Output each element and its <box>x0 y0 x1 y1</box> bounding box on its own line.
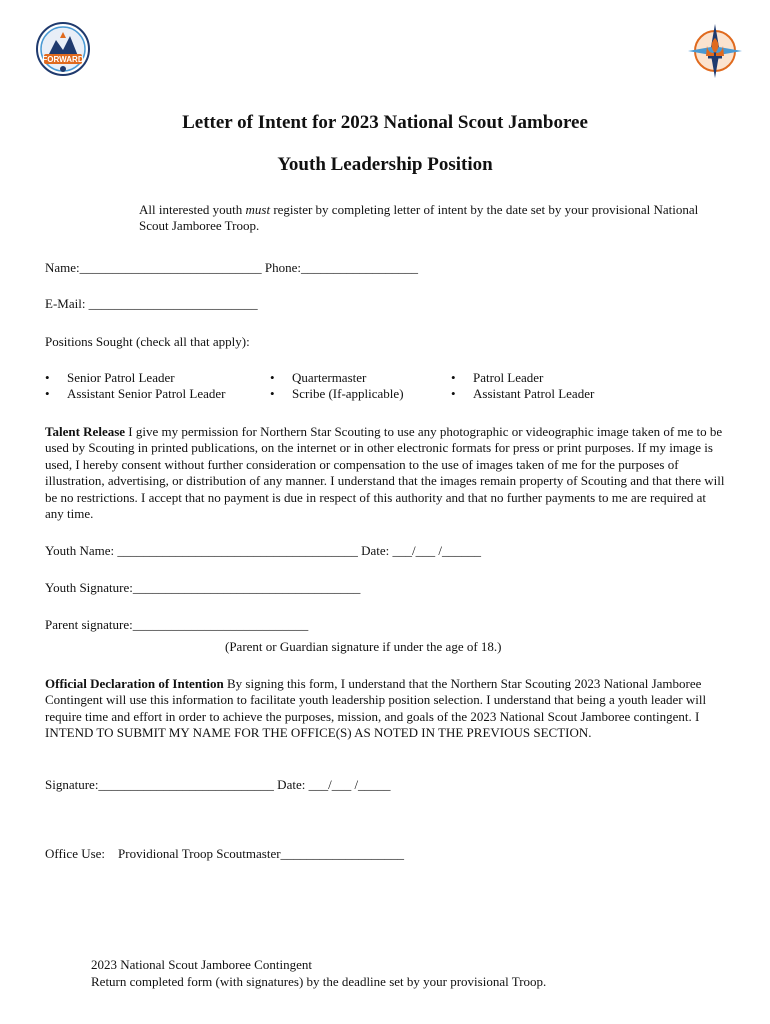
final-signature-date-field[interactable]: Signature:___________________________ Date: ___/___ /_____ <box>45 777 391 792</box>
position-assistant-senior-patrol-leader[interactable]: • Assistant Senior Patrol Leader <box>45 386 226 402</box>
page-footer <box>91 956 546 990</box>
talent-release-section <box>45 424 725 522</box>
positions-heading: Positions Sought (check all that apply): <box>45 334 250 349</box>
declaration-body: By signing this form, I understand that the Northern Star Scouting 2023 National Jamboree Contingent will use this information to facilitate youth leadership position selection. I understand that being a youth leader will require time and effort in order to achieve the purposes, mission, and goals of the 2023 National Scout Jamboree contingent. I INTEND TO SUBMIT MY NAME FOR THE OFFICE(S) AS NOTED IN THE PREVIOUS SECTION. <box>45 676 707 741</box>
position-assistant-patrol-leader[interactable]: • Assistant Patrol Leader <box>451 386 594 402</box>
page-subtitle: Youth Leadership Position <box>277 154 493 175</box>
talent-release-body: I give my permission for Northern Star Scouting to use any photographic or videographic image taken of me to be used by Scouting in printed publications, on the internet or in other electronic formats for press or print purposes. If my image is used, I hereby consent without further consideration or compensation to the use of images taken of me for the purposes of illustration, advertising, or distribution of any manner. I understand that the images remain property of Scouting and that there will be no restrictions. I accept that no payment is due in respect of this authority and that no further payments to me are required at any time. <box>45 424 725 522</box>
forward-logo <box>36 22 90 76</box>
fleur-de-lis-compass-icon <box>686 22 744 80</box>
position-senior-patrol-leader[interactable]: • Senior Patrol Leader <box>45 370 226 386</box>
positions-column-2 <box>270 370 404 402</box>
youth-name-date-field[interactable]: Youth Name: _____________________________________ Date: ___/___ /______ <box>45 543 481 558</box>
positions-column-1 <box>45 370 226 402</box>
page-title: Letter of Intent for 2023 National Scout Jamboree <box>182 112 588 133</box>
talent-release-heading: Talent Release <box>45 424 126 439</box>
forward-logo-text: FORWARD <box>42 55 84 64</box>
office-use-field[interactable]: Office Use: Providional Troop Scoutmaster___________________ <box>45 846 405 861</box>
youth-signature-field[interactable]: Youth Signature:___________________________________ <box>45 580 361 595</box>
position-patrol-leader[interactable]: • Patrol Leader <box>451 370 594 386</box>
footer-line-1: 2023 National Scout Jamboree Contingent <box>91 957 312 972</box>
parent-signature-field[interactable]: Parent signature:___________________________ <box>45 617 309 632</box>
footer-line-2: Return completed form (with signatures) by the deadline set by your provisional Troop. <box>91 974 547 989</box>
intro-emphasis: must <box>245 202 271 217</box>
intro-paragraph <box>139 202 699 234</box>
name-phone-field[interactable]: Name:____________________________ Phone:__________________ <box>45 260 419 275</box>
intro-text: All interested youth <box>139 202 246 217</box>
intro-text-rest: register by completing letter of intent by the date set by your provisional National Scout Jamboree Troop. <box>139 202 699 233</box>
positions-column-3 <box>451 370 594 402</box>
parent-signature-note: (Parent or Guardian signature if under the age of 18.) <box>225 639 502 654</box>
declaration-section <box>45 676 725 742</box>
email-field[interactable]: E-Mail: __________________________ <box>45 296 258 311</box>
position-quartermaster[interactable]: • Quartermaster <box>270 370 404 386</box>
position-scribe[interactable]: • Scribe (If-applicable) <box>270 386 404 402</box>
declaration-heading: Official Declaration of Intention <box>45 676 224 691</box>
